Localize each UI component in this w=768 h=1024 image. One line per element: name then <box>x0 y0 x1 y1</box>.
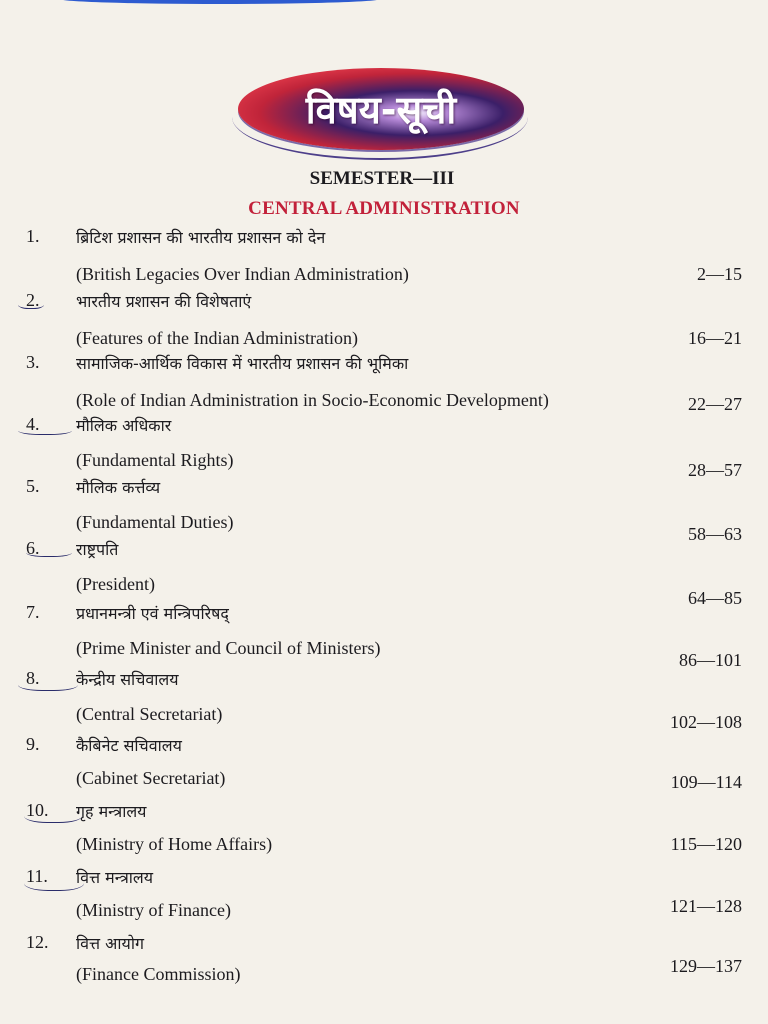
entry-pages: 129—137 <box>670 956 742 976</box>
entry-english-title: (Role of Indian Administration in Socio-Economic Development) <box>76 390 549 410</box>
pen-tick-mark <box>24 806 82 823</box>
top-decorative-strip <box>60 0 380 4</box>
entry-number: 4. <box>26 414 40 434</box>
entry-hindi-title: वित्त आयोग <box>76 934 144 953</box>
entry-hindi-title: वित्त मन्त्रालय <box>76 868 154 887</box>
semester-heading: SEMESTER—III <box>309 168 455 189</box>
entry-hindi-title: भारतीय प्रशासन की विशेषताएं <box>76 292 252 311</box>
entry-number: 8. <box>26 668 40 688</box>
entry-pages: 109—114 <box>670 772 742 792</box>
entry-english-title: (Fundamental Rights) <box>76 450 234 470</box>
entry-english-title: (Fundamental Duties) <box>76 512 234 532</box>
entry-pages: 115—120 <box>670 834 742 854</box>
pen-tick-mark <box>18 424 72 435</box>
entry-english-title: (Cabinet Secretariat) <box>76 768 226 788</box>
entry-english-title: (President) <box>76 574 155 594</box>
entry-english-title: (Ministry of Finance) <box>76 900 231 920</box>
toc-entry[interactable] <box>0 414 768 480</box>
entry-english-title: (British Legacies Over Indian Administration) <box>76 264 409 284</box>
entry-pages: 22—27 <box>688 394 742 414</box>
entry-pages: 16—21 <box>688 328 742 348</box>
toc-entry[interactable] <box>0 226 768 288</box>
entry-pages: 2—15 <box>697 264 742 284</box>
entry-english-title: (Central Secretariat) <box>76 704 223 724</box>
contents-title: विषय-सूची <box>305 88 457 132</box>
toc-entry[interactable] <box>0 800 768 862</box>
toc-entry[interactable] <box>0 352 768 414</box>
entry-number: 1. <box>26 226 40 246</box>
entry-english-title: (Ministry of Home Affairs) <box>76 834 273 854</box>
entry-hindi-title: मौलिक कर्त्तव्य <box>76 478 161 497</box>
section-heading: CENTRAL ADMINISTRATION <box>248 198 520 219</box>
entry-number: 10. <box>26 800 49 820</box>
toc-entry[interactable] <box>0 538 768 608</box>
entry-hindi-title: सामाजिक-आर्थिक विकास में भारतीय प्रशासन की भूमिका <box>76 354 409 373</box>
entry-number: 7. <box>26 602 40 622</box>
entry-pages: 121—128 <box>670 896 742 916</box>
entry-hindi-title: केन्द्रीय सचिवालय <box>76 670 179 689</box>
entry-number: 3. <box>26 352 40 372</box>
pen-tick-mark <box>26 546 72 557</box>
entry-pages: 102—108 <box>670 712 742 732</box>
entry-number: 11. <box>26 866 48 886</box>
entry-hindi-title: मौलिक अधिकार <box>76 416 172 435</box>
entry-pages: 58—63 <box>688 524 742 544</box>
entry-hindi-title: प्रधानमन्त्री एवं मन्त्रिपरिषद् <box>76 604 229 623</box>
entry-number: 6. <box>26 538 40 558</box>
toc-entry[interactable] <box>0 476 768 544</box>
entry-pages: 64—85 <box>688 588 742 608</box>
toc-entry[interactable] <box>0 866 768 928</box>
entry-hindi-title: ब्रिटिश प्रशासन की भारतीय प्रशासन को देन <box>76 228 326 247</box>
toc-entry[interactable] <box>0 290 768 352</box>
pen-tick-mark <box>18 676 78 691</box>
entry-english-title: (Prime Minister and Council of Ministers) <box>76 638 381 658</box>
pen-tick-mark <box>24 872 84 891</box>
entry-number: 5. <box>26 476 40 496</box>
toc-entry[interactable] <box>0 734 768 796</box>
entry-hindi-title: गृह मन्त्रालय <box>76 802 147 821</box>
entry-number: 9. <box>26 734 40 754</box>
pen-tick-mark <box>18 298 44 309</box>
entry-number: 12. <box>26 932 49 952</box>
toc-entry[interactable] <box>0 668 768 730</box>
entry-hindi-title: कैबिनेट सचिवालय <box>76 736 182 755</box>
toc-entry[interactable] <box>0 932 768 994</box>
entry-pages: 86—101 <box>679 650 742 670</box>
entry-pages: 28—57 <box>688 460 742 480</box>
entry-number: 2. <box>26 290 40 310</box>
entry-english-title: (Finance Commission) <box>76 964 241 984</box>
entry-english-title: (Features of the Indian Administration) <box>76 328 358 348</box>
entry-hindi-title: राष्ट्रपति <box>76 540 119 559</box>
toc-entry[interactable] <box>0 602 768 670</box>
